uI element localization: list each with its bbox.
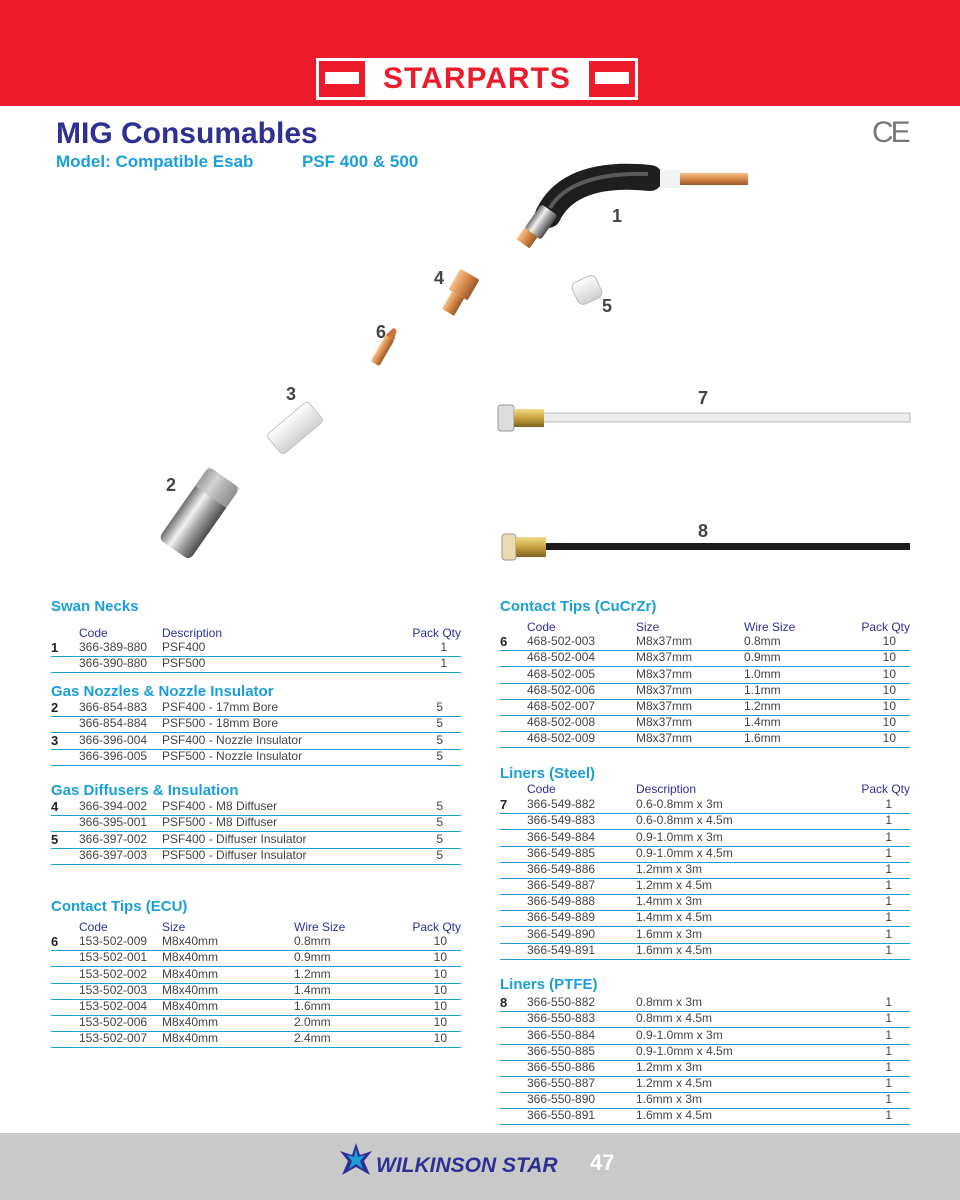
description-cell: 1.2mm x 3m <box>636 862 703 876</box>
code-cell: 468-502-006 <box>527 683 596 697</box>
table-row <box>51 832 461 849</box>
table-row <box>51 716 461 733</box>
pack-qty-cell: 1 <box>885 878 892 892</box>
table-row <box>500 995 910 1012</box>
code-cell: 366-549-888 <box>527 894 596 908</box>
pack-qty-cell: 10 <box>433 934 447 948</box>
pack-qty-cell: 10 <box>433 967 447 981</box>
table-row <box>500 943 910 960</box>
code-cell: 366-396-004 <box>79 733 148 747</box>
pack-qty-cell: 1 <box>885 846 892 860</box>
table-row <box>51 983 461 1000</box>
code-cell: 366-550-886 <box>527 1060 596 1074</box>
wire-size-cell: 1.4mm <box>744 715 781 729</box>
table-row <box>500 683 910 700</box>
pack-qty-cell: 1 <box>885 927 892 941</box>
pack-qty-cell: 5 <box>436 749 443 763</box>
code-cell: 153-502-001 <box>79 950 148 964</box>
pack-qty-cell: 10 <box>433 999 447 1013</box>
pack-qty-cell: 5 <box>436 700 443 714</box>
code-cell: 366-396-005 <box>79 749 148 763</box>
table-row <box>500 797 910 814</box>
callout-3: 3 <box>286 384 297 404</box>
pack-qty-cell: 10 <box>882 715 896 729</box>
description-cell: PSF400 <box>162 640 206 654</box>
table-row <box>51 1015 461 1032</box>
ce-mark: CE <box>872 116 908 149</box>
code-cell: 468-502-005 <box>527 667 596 681</box>
code-cell: 468-502-003 <box>527 634 596 648</box>
pack-qty-cell: 10 <box>433 983 447 997</box>
description-cell: 0.9-1.0mm x 4.5m <box>636 1044 733 1058</box>
callout-5: 5 <box>602 296 613 316</box>
table-row <box>500 731 910 748</box>
table-row <box>500 1108 910 1125</box>
size-cell: M8x37mm <box>636 731 693 745</box>
description-cell: PSF500 - 18mm Bore <box>162 716 279 730</box>
description-cell: PSF500 - Nozzle Insulator <box>162 749 303 763</box>
callout-8: 8 <box>698 521 709 541</box>
wire-size-cell: 0.9mm <box>744 650 781 664</box>
callout-7: 7 <box>698 388 709 408</box>
table-row <box>500 1011 910 1028</box>
code-cell: 366-550-891 <box>527 1108 596 1122</box>
pack-qty-cell: 10 <box>882 634 896 648</box>
wire-size-cell: 1.2mm <box>744 699 781 713</box>
gas-diffuser-image <box>438 269 479 318</box>
pack-qty-cell: 5 <box>436 815 443 829</box>
size-cell: M8x40mm <box>162 999 219 1013</box>
code-cell: 366-550-883 <box>527 1011 596 1025</box>
code-cell: 468-502-007 <box>527 699 596 713</box>
pack-qty-cell: 1 <box>885 813 892 827</box>
table-row <box>500 846 910 863</box>
model-numbers: PSF 400 & 500 <box>302 152 419 171</box>
swan-necks-title: Swan Necks <box>51 598 139 615</box>
description-cell: 1.4mm x 3m <box>636 894 703 908</box>
code-cell: 366-549-885 <box>527 846 596 860</box>
table-row <box>500 813 910 830</box>
code-cell: 366-549-891 <box>527 943 596 957</box>
description-cell: PSF400 - Nozzle Insulator <box>162 733 303 747</box>
footer-brand: WILKINSON STAR <box>376 1154 558 1177</box>
steel-header-pack-qty: Pack Qty <box>861 782 910 796</box>
code-cell: 153-502-009 <box>79 934 148 948</box>
description-cell: 1.2mm x 3m <box>636 1060 703 1074</box>
code-cell: 366-550-885 <box>527 1044 596 1058</box>
pack-qty-cell: 1 <box>885 1028 892 1042</box>
cucrzr-header-code: Code <box>527 620 556 634</box>
code-cell: 153-502-007 <box>79 1031 148 1045</box>
swan-necks-header-pack-qty: Pack Qty <box>412 626 461 640</box>
table-row <box>500 1044 910 1061</box>
code-cell: 153-502-002 <box>79 967 148 981</box>
code-cell: 366-550-890 <box>527 1092 596 1106</box>
table-row <box>51 640 461 657</box>
wire-size-cell: 1.4mm <box>294 983 331 997</box>
cucrzr-header-size: Size <box>636 620 660 634</box>
page-title: MIG Consumables <box>56 117 318 150</box>
description-cell: PSF500 - Diffuser Insulator <box>162 848 307 862</box>
table-row <box>500 650 910 667</box>
size-cell: M8x40mm <box>162 1015 219 1029</box>
code-cell: 366-854-884 <box>79 716 148 730</box>
wire-size-cell: 1.6mm <box>744 731 781 745</box>
table-row <box>500 634 910 651</box>
code-cell: 366-549-886 <box>527 862 596 876</box>
code-cell: 366-549-889 <box>527 910 596 924</box>
pack-qty-cell: 1 <box>885 830 892 844</box>
code-cell: 468-502-008 <box>527 715 596 729</box>
swan-necks-header-code: Code <box>79 626 108 640</box>
pack-qty-cell: 10 <box>882 667 896 681</box>
cucrzr-header-wire-size: Wire Size <box>744 620 796 634</box>
table-row <box>500 878 910 895</box>
item-number: 5 <box>51 832 59 847</box>
code-cell: 366-394-002 <box>79 799 148 813</box>
description-cell: 1.4mm x 4.5m <box>636 910 713 924</box>
item-number: 6 <box>500 634 508 649</box>
table-row <box>51 999 461 1016</box>
wire-size-cell: 1.2mm <box>294 967 331 981</box>
wire-size-cell: 2.0mm <box>294 1015 331 1029</box>
table-row <box>51 967 461 984</box>
pack-qty-cell: 5 <box>436 716 443 730</box>
callout-6: 6 <box>376 322 387 342</box>
description-cell: 1.6mm x 3m <box>636 927 703 941</box>
table-row <box>500 894 910 911</box>
table-row <box>51 733 461 750</box>
description-cell: 0.9-1.0mm x 4.5m <box>636 846 733 860</box>
description-cell: 1.6mm x 3m <box>636 1092 703 1106</box>
code-cell: 366-549-884 <box>527 830 596 844</box>
table-row <box>51 799 461 816</box>
wire-size-cell: 0.8mm <box>294 934 331 948</box>
pack-qty-cell: 1 <box>440 656 447 670</box>
code-cell: 366-549-882 <box>527 797 596 811</box>
wire-size-cell: 1.1mm <box>744 683 781 697</box>
starparts-logo <box>316 58 638 100</box>
size-cell: M8x40mm <box>162 950 219 964</box>
item-number: 3 <box>51 733 59 748</box>
description-cell: 0.9-1.0mm x 3m <box>636 830 723 844</box>
pack-qty-cell: 10 <box>882 699 896 713</box>
pack-qty-cell: 5 <box>436 799 443 813</box>
pack-qty-cell: 5 <box>436 848 443 862</box>
ecu-header-code: Code <box>79 920 108 934</box>
liners-steel-title: Liners (Steel) <box>500 765 596 782</box>
code-cell: 366-549-883 <box>527 813 596 827</box>
pack-qty-cell: 10 <box>433 1015 447 1029</box>
description-cell: 0.6-0.8mm x 3m <box>636 797 723 811</box>
size-cell: M8x37mm <box>636 650 693 664</box>
table-row <box>500 667 910 684</box>
pack-qty-cell: 5 <box>436 733 443 747</box>
code-cell: 366-550-887 <box>527 1076 596 1090</box>
description-cell: 1.6mm x 4.5m <box>636 1108 713 1122</box>
size-cell: M8x40mm <box>162 967 219 981</box>
size-cell: M8x40mm <box>162 983 219 997</box>
description-cell: PSF500 - M8 Diffuser <box>162 815 278 829</box>
wire-size-cell: 1.6mm <box>294 999 331 1013</box>
nozzle-insulator-image <box>266 401 324 456</box>
wilkinson-star-icon <box>338 1141 374 1179</box>
gas-nozzles-title: Gas Nozzles & Nozzle Insulator <box>51 683 274 700</box>
code-cell: 366-397-002 <box>79 832 148 846</box>
size-cell: M8x37mm <box>636 667 693 681</box>
ecu-header-size: Size <box>162 920 186 934</box>
contact-tips-cucrzr-title: Contact Tips (CuCrZr) <box>500 598 657 615</box>
pack-qty-cell: 1 <box>885 1076 892 1090</box>
code-cell: 366-550-884 <box>527 1028 596 1042</box>
cucrzr-header-pack-qty: Pack Qty <box>861 620 910 634</box>
steel-header-code: Code <box>527 782 556 796</box>
contact-tips-ecu-title: Contact Tips (ECU) <box>51 898 188 915</box>
steel-liner-image <box>498 405 910 431</box>
table-row <box>51 934 461 951</box>
pack-qty-cell: 1 <box>885 894 892 908</box>
logo-bar-left <box>325 72 359 84</box>
table-row <box>500 699 910 716</box>
size-cell: M8x37mm <box>636 715 693 729</box>
pack-qty-cell: 1 <box>885 995 892 1009</box>
table-row <box>51 950 461 967</box>
size-cell: M8x40mm <box>162 934 219 948</box>
ecu-header-pack-qty: Pack Qty <box>412 920 461 934</box>
pack-qty-cell: 1 <box>885 1092 892 1106</box>
code-cell: 366-395-001 <box>79 815 148 829</box>
size-cell: M8x37mm <box>636 699 693 713</box>
size-cell: M8x40mm <box>162 1031 219 1045</box>
page-number: 47 <box>590 1150 615 1175</box>
diffuser-insulator-image <box>570 274 604 307</box>
pack-qty-cell: 10 <box>882 683 896 697</box>
description-cell: PSF400 - Diffuser Insulator <box>162 832 307 846</box>
description-cell: 0.8mm x 3m <box>636 995 703 1009</box>
table-row <box>51 848 461 865</box>
table-row <box>500 1092 910 1109</box>
code-cell: 366-397-003 <box>79 848 148 862</box>
ecu-header-wire-size: Wire Size <box>294 920 346 934</box>
item-number: 2 <box>51 700 59 715</box>
pack-qty-cell: 1 <box>885 1011 892 1025</box>
table-row <box>500 715 910 732</box>
description-cell: 0.9-1.0mm x 3m <box>636 1028 723 1042</box>
description-cell: 0.8mm x 4.5m <box>636 1011 713 1025</box>
size-cell: M8x37mm <box>636 634 693 648</box>
code-cell: 468-502-009 <box>527 731 596 745</box>
pack-qty-cell: 1 <box>885 1060 892 1074</box>
description-cell: PSF400 - M8 Diffuser <box>162 799 278 813</box>
item-number: 6 <box>51 934 59 949</box>
size-cell: M8x37mm <box>636 683 693 697</box>
table-row <box>500 1076 910 1093</box>
callout-1: 1 <box>612 206 623 226</box>
pack-qty-cell: 10 <box>882 650 896 664</box>
swan-necks-header-description: Description <box>162 626 223 640</box>
code-cell: 366-389-880 <box>79 640 148 654</box>
item-number: 7 <box>500 797 508 812</box>
table-row <box>500 862 910 879</box>
description-cell: 1.6mm x 4.5m <box>636 943 713 957</box>
pack-qty-cell: 5 <box>436 832 443 846</box>
item-number: 1 <box>51 640 59 655</box>
pack-qty-cell: 10 <box>882 731 896 745</box>
callout-2: 2 <box>166 475 177 495</box>
gas-diffusers-title: Gas Diffusers & Insulation <box>51 782 239 799</box>
wire-size-cell: 0.9mm <box>294 950 331 964</box>
description-cell: 0.6-0.8mm x 4.5m <box>636 813 733 827</box>
description-cell: 1.2mm x 4.5m <box>636 878 713 892</box>
table-row <box>500 927 910 944</box>
item-number: 8 <box>500 995 508 1010</box>
logo-text: STARPARTS <box>365 59 589 99</box>
table-row <box>500 1028 910 1045</box>
callout-4: 4 <box>434 268 445 288</box>
code-cell: 468-502-004 <box>527 650 596 664</box>
wire-size-cell: 0.8mm <box>744 634 781 648</box>
code-cell: 153-502-004 <box>79 999 148 1013</box>
pack-qty-cell: 1 <box>440 640 447 654</box>
pack-qty-cell: 1 <box>885 797 892 811</box>
table-row <box>51 1031 461 1048</box>
pack-qty-cell: 10 <box>433 1031 447 1045</box>
code-cell: 366-549-890 <box>527 927 596 941</box>
page-subtitle: Model: Compatible Esab <box>56 152 254 171</box>
code-cell: 153-502-006 <box>79 1015 148 1029</box>
table-row <box>500 910 910 927</box>
code-cell: 366-549-887 <box>527 878 596 892</box>
code-cell: 366-550-882 <box>527 995 596 1009</box>
pack-qty-cell: 1 <box>885 910 892 924</box>
pack-qty-cell: 1 <box>885 943 892 957</box>
description-cell: 1.2mm x 4.5m <box>636 1076 713 1090</box>
table-row <box>500 830 910 847</box>
wire-size-cell: 1.0mm <box>744 667 781 681</box>
swan-neck-image <box>516 170 748 248</box>
table-row <box>51 700 461 717</box>
description-cell: PSF500 <box>162 656 206 670</box>
logo-bar-right <box>595 72 629 84</box>
liners-ptfe-title: Liners (PTFE) <box>500 976 598 993</box>
pack-qty-cell: 10 <box>433 950 447 964</box>
code-cell: 366-854-883 <box>79 700 148 714</box>
pack-qty-cell: 1 <box>885 1044 892 1058</box>
table-row <box>51 656 461 673</box>
steel-header-description: Description <box>636 782 697 796</box>
code-cell: 153-502-003 <box>79 983 148 997</box>
table-row <box>51 749 461 766</box>
description-cell: PSF400 - 17mm Bore <box>162 700 279 714</box>
pack-qty-cell: 1 <box>885 1108 892 1122</box>
pack-qty-cell: 1 <box>885 862 892 876</box>
table-row <box>500 1060 910 1077</box>
product-illustration <box>0 160 960 580</box>
item-number: 4 <box>51 799 59 814</box>
table-row <box>51 815 461 832</box>
code-cell: 366-390-880 <box>79 656 148 670</box>
wire-size-cell: 2.4mm <box>294 1031 331 1045</box>
